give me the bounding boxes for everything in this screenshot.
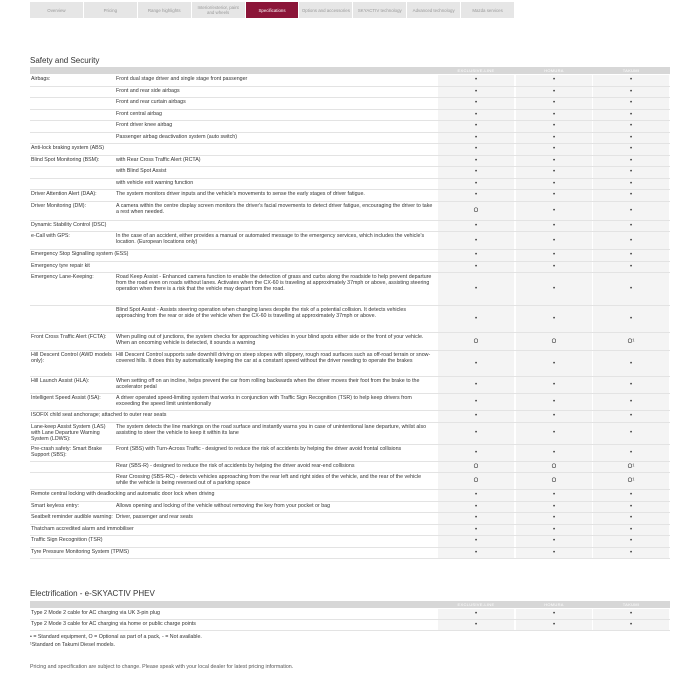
tab-range-highlights[interactable]: Range highlights xyxy=(138,2,191,18)
availability-cell: • xyxy=(516,273,592,305)
row-description: Rear Crossing (SBS-RC) - detects vehicles approaching from the rear left and right sides of the vehicle, and the rear of the vehicle while the vehicle is being reversed out of a parking space xyxy=(116,474,422,487)
row-label: Blind Spot Monitoring (BSM): xyxy=(31,156,100,163)
row-description: Passenger airbag deactivation system (auto switch) xyxy=(116,133,238,140)
table-row xyxy=(30,411,670,423)
availability-cell: • xyxy=(438,273,514,305)
table-row xyxy=(30,250,670,262)
availability-cell: • xyxy=(516,306,592,332)
availability-cell: • xyxy=(593,423,669,444)
row-label: Driver Monitoring (DM): xyxy=(31,202,87,209)
row-description: In the case of an accident, either provides a manual or automated message to the emergency services, which includes the vehicle's location. (European locations only) xyxy=(116,233,425,246)
table-row xyxy=(30,262,670,274)
col-takumi: TAKUMI xyxy=(622,68,640,73)
row-description: with Blind Spot Assist xyxy=(116,168,167,174)
tab-interior-exterior[interactable]: Interior/exterior, paint and wheels xyxy=(192,2,245,18)
availability-cell: • xyxy=(593,306,669,332)
table-row xyxy=(30,167,670,179)
availability-cell: • xyxy=(593,502,669,513)
availability-cell: • xyxy=(516,144,592,155)
table-row xyxy=(30,394,670,411)
availability-cell: • xyxy=(438,490,514,501)
table-row xyxy=(30,121,670,133)
availability-cell: • xyxy=(593,87,669,98)
table-row xyxy=(30,110,670,122)
row-label: Hill Launch Assist (HLA): xyxy=(31,378,90,384)
tab-options-accessories[interactable]: Options and accessories xyxy=(299,2,352,18)
row-label: Anti-lock braking system (ABS) xyxy=(31,145,105,151)
availability-cell: • xyxy=(516,98,592,109)
row-label: Hill Descent Control (AWD models only): xyxy=(31,352,112,364)
table-row xyxy=(30,232,670,250)
row-description: with Rear Cross Traffic Alert (RCTA) xyxy=(116,156,201,163)
table-row xyxy=(30,133,670,145)
availability-cell: • xyxy=(438,445,514,461)
availability-cell: • xyxy=(593,75,669,86)
availability-cell: • xyxy=(593,133,669,144)
availability-cell: • xyxy=(438,525,514,536)
availability-cell: • xyxy=(593,377,669,393)
notes xyxy=(30,633,202,649)
electrification-section-title: Electrification - e-SKYACTIV PHEV xyxy=(30,589,155,598)
safety-section-title: Safety and Security xyxy=(30,56,100,65)
availability-cell: O xyxy=(438,202,514,220)
row-label: Traffic Sign Recognition (TSR) xyxy=(31,537,103,543)
availability-cell: • xyxy=(438,262,514,273)
row-description: Blind Spot Assist - Assists steering operation when changing lanes despite the risk of a potential collision. It detects vehicles approaching from the rear or side of the vehicle when the CX-60 is travelling at approximately 37mph or above. xyxy=(116,307,407,320)
row-label: Front Cross Traffic Alert (FCTA): xyxy=(31,334,107,340)
tab-advanced-technology[interactable]: Advanced technology xyxy=(407,2,460,18)
safety-table-header xyxy=(30,67,670,74)
availability-cell: • xyxy=(516,232,592,249)
table-row xyxy=(30,144,670,156)
row-description: A driver operated speed-limiting system that works in conjunction with Traffic Sign Recognition (TSR) to help keep drivers from exceeding the speed limit unintentionally xyxy=(116,395,412,408)
table-row xyxy=(30,87,670,99)
availability-cell: • xyxy=(593,525,669,536)
availability-cell: • xyxy=(516,221,592,232)
availability-cell: • xyxy=(516,202,592,220)
row-label: Seatbelt reminder audible warning: xyxy=(31,514,113,520)
row-description: Front central airbag xyxy=(116,110,162,117)
row-description: The system monitors driver inputs and the vehicle's movements to sense the early stages of driver fatigue. xyxy=(116,191,365,197)
availability-cell: • xyxy=(516,167,592,178)
availability-cell: • xyxy=(516,548,592,559)
availability-cell: • xyxy=(593,262,669,273)
availability-cell: • xyxy=(438,232,514,249)
availability-cell: • xyxy=(516,536,592,547)
row-label: Emergency tyre repair kit xyxy=(31,262,90,269)
availability-cell: • xyxy=(438,110,514,121)
row-label: Airbags: xyxy=(31,76,51,82)
table-row xyxy=(30,536,670,548)
table-row xyxy=(30,525,670,537)
availability-cell: O xyxy=(516,473,592,489)
availability-cell: • xyxy=(593,250,669,261)
availability-cell: • xyxy=(438,156,514,167)
availability-cell: • xyxy=(438,377,514,393)
electrification-table-header xyxy=(30,601,670,608)
availability-cell: O¹ xyxy=(593,333,669,350)
row-label: Emergency Lane-Keeping: xyxy=(31,274,94,280)
row-description: When pulling out of junctions, the system checks for approaching vehicles in your blind spots either side or the front of your vehicle. When an oncoming vehicle is detected, it sounds a warning xyxy=(116,334,424,347)
row-description: When setting off on an incline, helps prevent the car from rolling backwards when the driver moves their foot from the brake to the accelerator pedal xyxy=(116,378,420,391)
availability-cell: • xyxy=(438,620,514,630)
col-exclusive-line: EXCLUSIVE-LINE xyxy=(457,602,495,607)
table-row xyxy=(30,445,670,462)
availability-cell: • xyxy=(516,620,592,630)
table-row xyxy=(30,351,670,377)
row-label: Emergency Stop Signalling system (ESS) xyxy=(31,251,129,257)
row-label: ISOFIX child seat anchorage; attached to outer rear seats xyxy=(31,412,167,418)
availability-cell: • xyxy=(438,250,514,261)
table-row xyxy=(30,273,670,306)
availability-cell: • xyxy=(516,502,592,513)
availability-cell: • xyxy=(516,525,592,536)
row-description: Front driver knee airbag xyxy=(116,122,173,128)
availability-cell: O xyxy=(438,473,514,489)
availability-cell: • xyxy=(438,87,514,98)
availability-cell: • xyxy=(438,121,514,132)
availability-cell: • xyxy=(593,536,669,547)
row-description: Hill Descent Control supports safe downhill driving on steep slopes with slippery, rough road surfaces such as off-road terrain or snow-covered hills. It does this by automatically keeping the car at a constant speed without the driver needing to operate the brakes xyxy=(116,352,431,365)
table-row xyxy=(30,221,670,233)
row-label: Dynamic Stability Control (DSC) xyxy=(31,221,107,228)
availability-cell: • xyxy=(438,609,514,619)
availability-cell: • xyxy=(593,190,669,201)
col-homura: HOMURA xyxy=(544,68,564,73)
availability-cell: • xyxy=(516,377,592,393)
availability-cell: • xyxy=(593,609,669,619)
row-description: Front and rear curtain airbags xyxy=(116,99,186,105)
row-label: Pre-crash safety: Smart Brake Support (SBS): xyxy=(31,445,102,458)
availability-cell: • xyxy=(438,221,514,232)
table-row xyxy=(30,423,670,445)
table-row xyxy=(30,156,670,168)
table-row xyxy=(30,202,670,221)
availability-cell: • xyxy=(593,273,669,305)
availability-cell: • xyxy=(438,423,514,444)
availability-cell: • xyxy=(438,513,514,524)
table-row xyxy=(30,548,670,560)
availability-cell: • xyxy=(516,156,592,167)
table-row xyxy=(30,306,670,333)
availability-cell: • xyxy=(593,144,669,155)
availability-cell: • xyxy=(593,167,669,178)
availability-cell: • xyxy=(516,513,592,524)
availability-cell: • xyxy=(438,394,514,410)
row-label: Type 2 Mode 3 cable for AC charging via home or public charge points xyxy=(31,621,196,627)
availability-cell: O xyxy=(438,333,514,350)
table-row xyxy=(30,377,670,394)
availability-cell: O¹ xyxy=(593,462,669,473)
table-row xyxy=(30,462,670,474)
row-label: Intelligent Speed Assist (ISA): xyxy=(31,395,101,401)
availability-cell: O xyxy=(438,462,514,473)
availability-cell: • xyxy=(593,445,669,461)
availability-cell: • xyxy=(438,167,514,178)
row-label: e-Call with GPS: xyxy=(31,233,70,239)
availability-cell: • xyxy=(438,502,514,513)
availability-cell: • xyxy=(438,179,514,190)
row-description: Front (SBS) with Turn-Across Traffic - designed to reduce the risk of accidents by helping the driver avoid frontal collisions xyxy=(116,445,402,452)
availability-cell: • xyxy=(516,75,592,86)
availability-cell: • xyxy=(516,250,592,261)
availability-cell: • xyxy=(593,121,669,132)
availability-cell: • xyxy=(438,411,514,422)
row-label: Smart keyless entry: xyxy=(31,502,79,509)
table-row xyxy=(30,473,670,490)
availability-cell: • xyxy=(593,221,669,232)
availability-cell: • xyxy=(438,133,514,144)
tab-mazda-services[interactable]: Mazda services xyxy=(461,2,514,18)
availability-cell: • xyxy=(516,394,592,410)
legend-note: • = Standard equipment, O = Optional as part of a pack, - = Not available. xyxy=(30,634,202,640)
availability-cell: • xyxy=(516,121,592,132)
row-label: Lane-keep Assist System (LAS) with Lane Departure Warning System (LDWS): xyxy=(31,423,106,442)
availability-cell: O xyxy=(516,462,592,473)
row-description: Allows opening and locking of the vehicle without removing the key from your pocket or bag xyxy=(116,502,331,509)
tab-skyactiv-technology[interactable]: SKYACTIV technology xyxy=(353,2,406,18)
table-row xyxy=(30,75,670,87)
row-label: Driver Attention Alert (DAA): xyxy=(31,191,97,197)
availability-cell: • xyxy=(438,536,514,547)
row-description: with vehicle exit warning function xyxy=(116,179,194,186)
table-row xyxy=(30,620,670,631)
disclaimer: Pricing and specification are subject to change. Please speak with your local dealer for latest pricing information. xyxy=(30,664,294,670)
availability-cell: • xyxy=(593,490,669,501)
availability-cell: • xyxy=(593,411,669,422)
availability-cell: • xyxy=(516,87,592,98)
electrification-table xyxy=(30,609,670,631)
availability-cell: • xyxy=(438,548,514,559)
row-label: Tyre Pressure Monitoring System (TPMS) xyxy=(31,548,130,555)
row-description: Driver, passenger and rear seats xyxy=(116,514,193,520)
availability-cell: • xyxy=(593,548,669,559)
availability-cell: • xyxy=(593,351,669,376)
availability-cell: • xyxy=(593,110,669,121)
col-takumi: TAKUMI xyxy=(622,602,640,607)
row-description: The system detects the line markings on the road surface and instantly warns you in case of unintentional lane departure, whilst also assisting to steer the vehicle to keep it within its lane xyxy=(116,423,427,436)
availability-cell: • xyxy=(516,179,592,190)
tab-pricing[interactable]: Pricing xyxy=(84,2,137,18)
availability-cell: • xyxy=(516,411,592,422)
availability-cell: • xyxy=(516,262,592,273)
availability-cell: • xyxy=(593,98,669,109)
row-description: Front and rear side airbags xyxy=(116,87,180,94)
availability-cell: O¹ xyxy=(593,473,669,489)
availability-cell: • xyxy=(438,351,514,376)
table-row xyxy=(30,333,670,351)
row-description: Rear (SBS-R) - designed to reduce the risk of accidents by helping the driver avoid rear-end collisions xyxy=(116,462,355,469)
availability-cell: • xyxy=(593,394,669,410)
tab-overview[interactable]: Overview xyxy=(30,2,83,18)
table-row xyxy=(30,179,670,191)
availability-cell: • xyxy=(516,445,592,461)
availability-cell: • xyxy=(516,190,592,201)
availability-cell: • xyxy=(593,179,669,190)
availability-cell: • xyxy=(516,110,592,121)
row-description: A camera within the centre display screen monitors the driver's facial movements to detect driver fatigue, encouraging the driver to take a rest when needed. xyxy=(116,202,433,215)
availability-cell: • xyxy=(438,144,514,155)
availability-cell: • xyxy=(516,351,592,376)
availability-cell: • xyxy=(593,620,669,630)
footnote: ¹Standard on Takumi Diesel models. xyxy=(30,642,115,648)
table-row xyxy=(30,98,670,110)
col-exclusive-line: EXCLUSIVE-LINE xyxy=(457,68,495,73)
tab-specifications[interactable]: Specifications xyxy=(246,2,299,18)
table-row xyxy=(30,490,670,502)
table-row xyxy=(30,502,670,514)
availability-cell: • xyxy=(516,423,592,444)
availability-cell: O xyxy=(516,333,592,350)
availability-cell: • xyxy=(593,156,669,167)
availability-cell: • xyxy=(516,133,592,144)
availability-cell: • xyxy=(438,306,514,332)
availability-cell: • xyxy=(438,190,514,201)
availability-cell: • xyxy=(593,202,669,220)
availability-cell: • xyxy=(438,98,514,109)
row-label: Type 2 Mode 2 cable for AC charging via UK 3-pin plug xyxy=(31,610,160,616)
availability-cell: • xyxy=(593,513,669,524)
availability-cell: • xyxy=(516,609,592,619)
row-label: Thatcham accredited alarm and immobiliser xyxy=(31,525,134,532)
row-description: Front dual stage driver and single stage front passenger xyxy=(116,76,248,82)
availability-cell: • xyxy=(516,490,592,501)
col-homura: HOMURA xyxy=(544,602,564,607)
table-row xyxy=(30,190,670,202)
table-row xyxy=(30,513,670,525)
spec-nav-tabs xyxy=(30,2,514,18)
safety-table xyxy=(30,75,670,559)
row-label: Remote central locking with deadlocking and automatic door lock when driving xyxy=(31,491,215,497)
availability-cell: • xyxy=(438,75,514,86)
row-description: Road Keep Assist - Enhanced camera function to enable the detection of grass and curbs along the roadside to help prevent departure from the road even on roads without lanes. Activates when the CX-60 is traveling at approximately 37mph or above, assisting steering operation when there is a risk that the vehicle may depart from the road. xyxy=(116,274,432,293)
table-row xyxy=(30,609,670,620)
availability-cell: • xyxy=(593,232,669,249)
